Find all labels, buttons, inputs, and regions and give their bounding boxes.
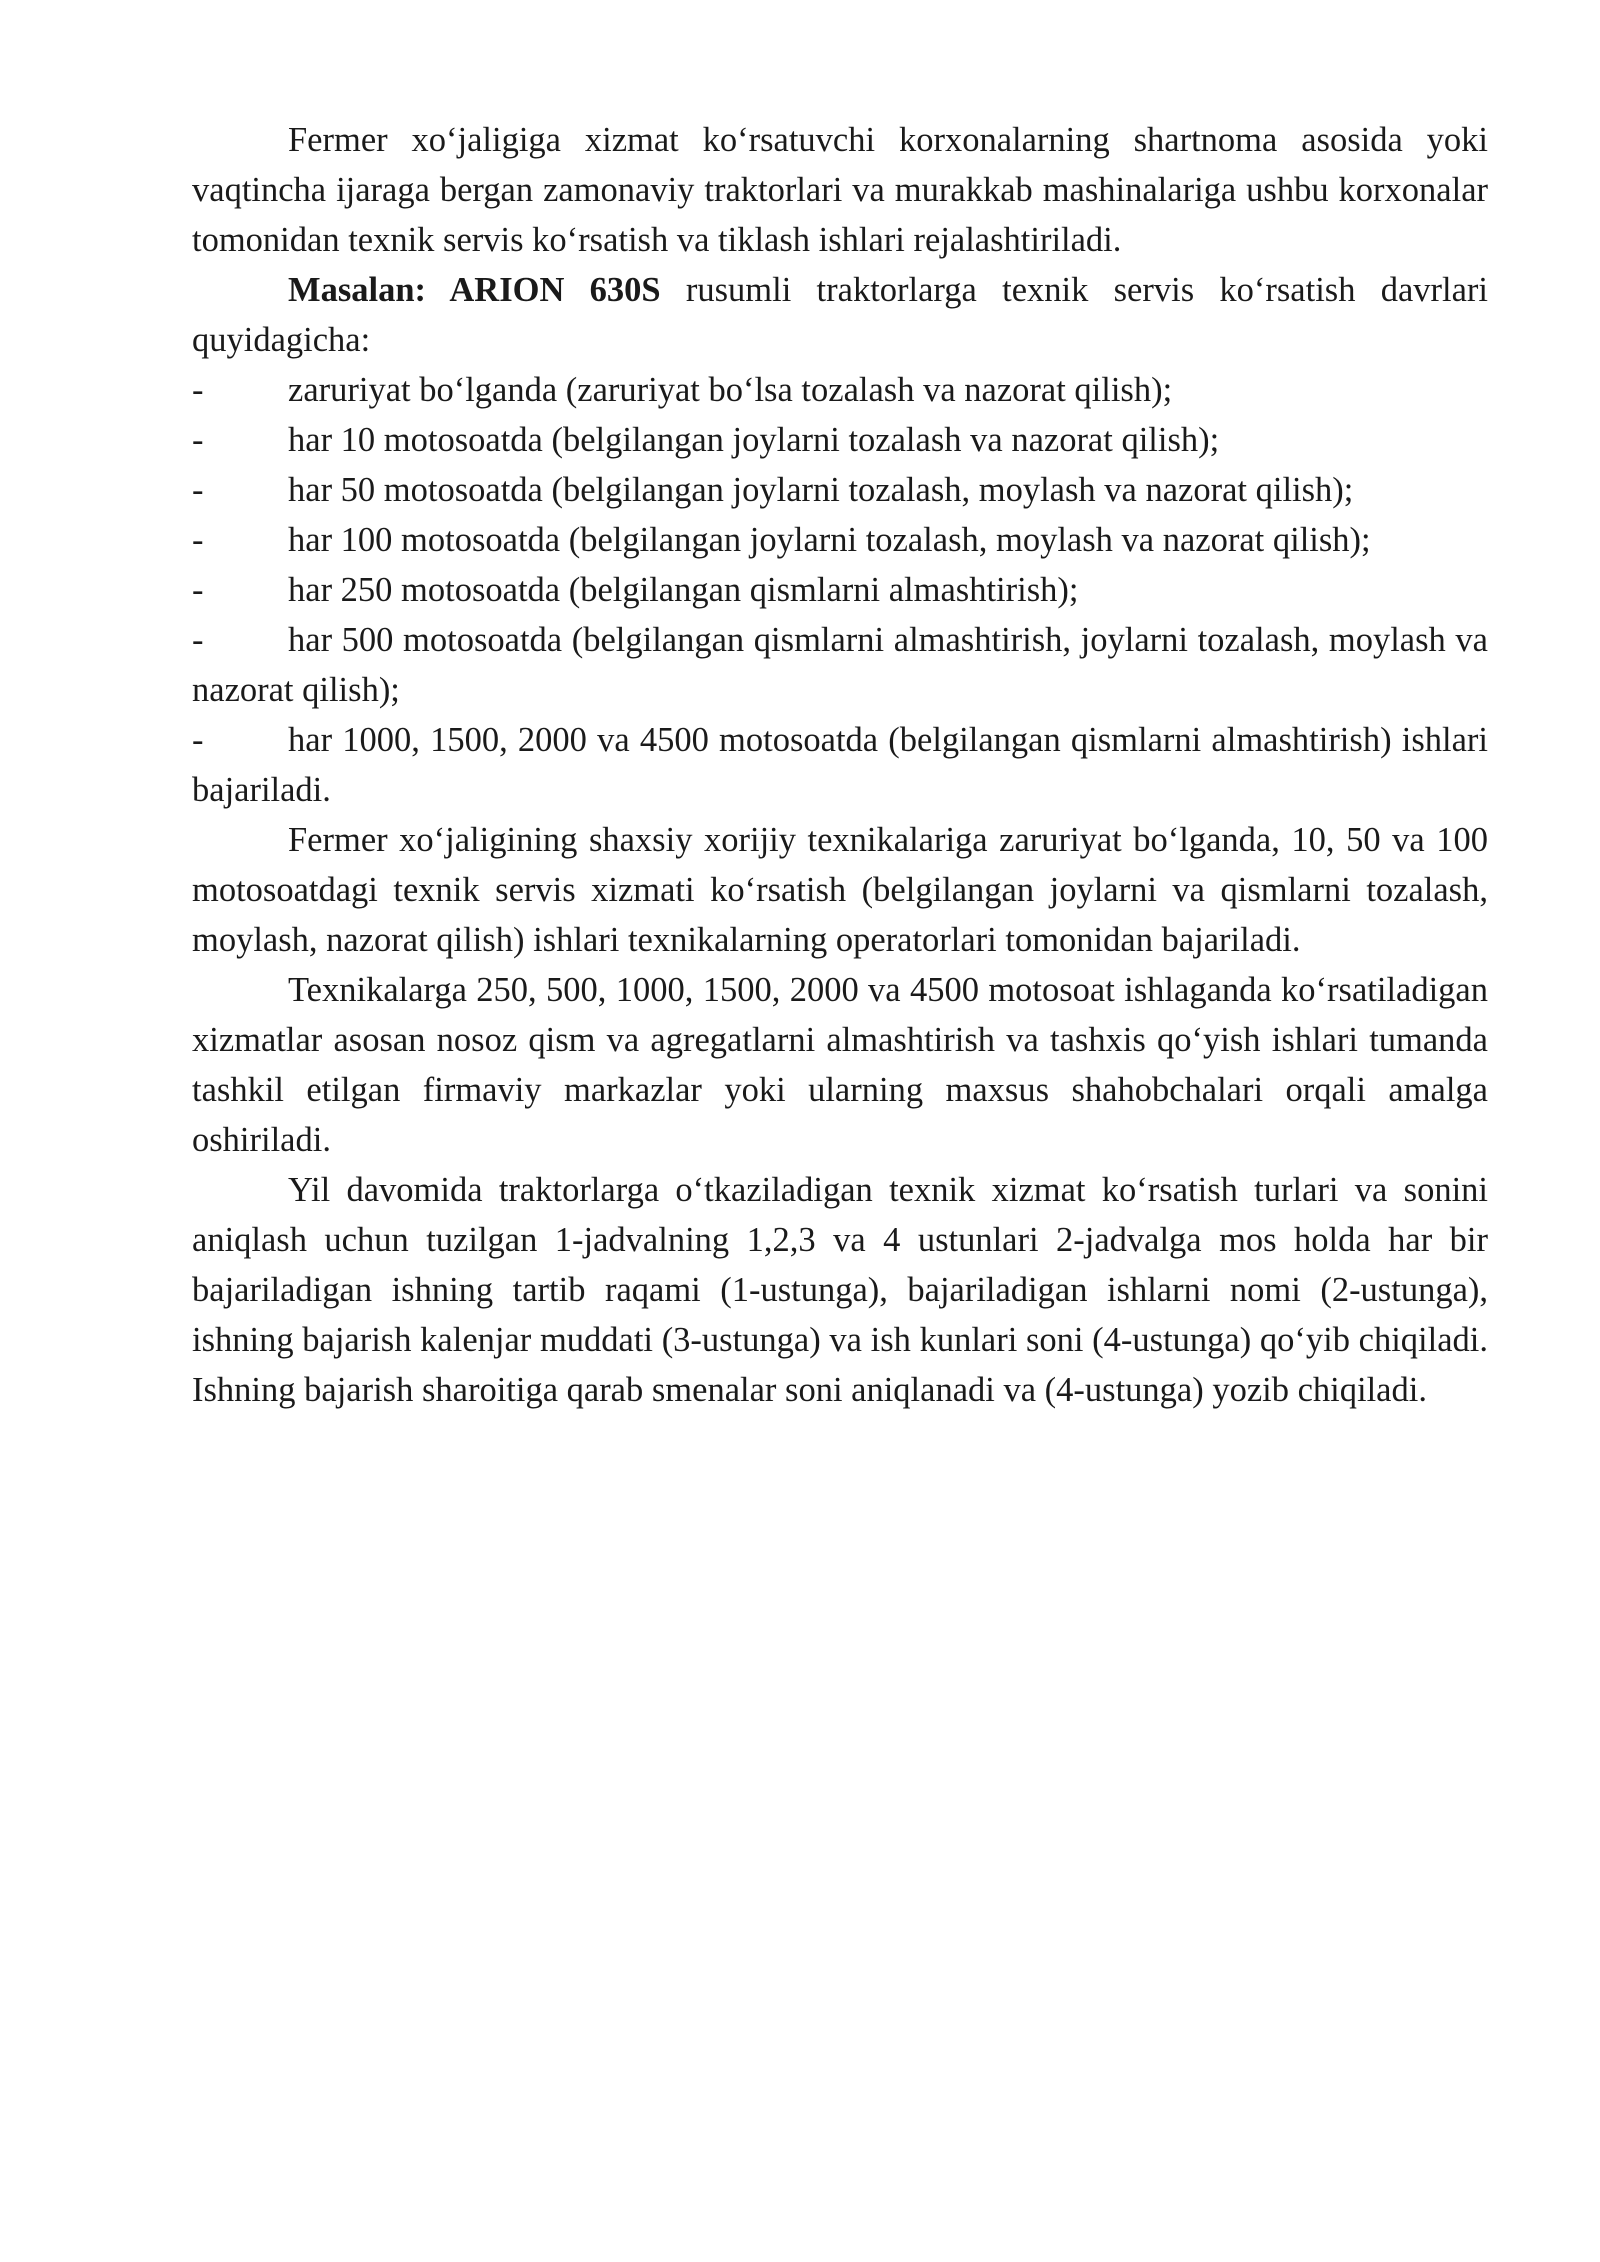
list-item <box>192 465 1488 515</box>
paragraph-service-centers <box>192 965 1488 1165</box>
service-interval-list <box>192 365 1488 815</box>
list-item <box>192 615 1488 715</box>
list-item-text: zaruriyat bo‘lganda (zaruriyat bo‘lsa tozalash va nazorat qilish); <box>288 371 1173 409</box>
list-item-text: har 500 motosoatda (belgilangan qismlarni almashtirish, joylarni tozalash, moylash va nazorat qilish); <box>192 621 1488 709</box>
paragraph-text: Texnikalarga 250, 500, 1000, 1500, 2000 va 4500 motosoat ishlaganda ko‘rsatiladigan xizmatlar asosan nosoz qism va agregatlarni almashtirish va tashxis qo‘yish ishlari tumanda tashkil etilgan firmaviy markazlar yoki ularning maxsus shahobchalari orqali amalga oshiriladi. <box>192 971 1488 1159</box>
list-item-text: har 10 motosoatda (belgilangan joylarni tozalash va nazorat qilish); <box>288 421 1220 459</box>
dash-marker: - <box>192 621 204 659</box>
document-body <box>192 115 1488 1415</box>
dash-marker: - <box>192 521 204 559</box>
paragraph-text: Fermer xo‘jaligining shaxsiy xorijiy texnikalariga zaruriyat bo‘lganda, 10, 50 va 100 motosoatdagi texnik servis xizmati ko‘rsatish (belgilangan joylarni va qismlarni tozalash, moylash, nazorat qilish) ishlari texnikalarning operatorlari tomonidan bajariladi. <box>192 821 1488 959</box>
list-item <box>192 415 1488 465</box>
list-item <box>192 515 1488 565</box>
dash-marker: - <box>192 571 204 609</box>
paragraph-text: rusumli traktorlarga texnik servis ko‘rsatish davrlari quyidagicha: <box>192 271 1488 359</box>
list-item-text: har 50 motosoatda (belgilangan joylarni tozalash, moylash va nazorat qilish); <box>288 471 1354 509</box>
paragraph-text: Yil davomida traktorlarga o‘tkaziladigan texnik xizmat ko‘rsatish turlari va sonini aniqlash uchun tuzilgan 1-jadvalning 1,2,3 va 4 ustunlari 2-jadvalga mos holda har bir bajariladigan ishning tartib raqami (1-ustunga), bajariladigan ishlarni nomi (2-ustunga), ishning bajarish kalenjar muddati (3-ustunga) va ish kunlari soni (4-ustunga) qo‘yib chiqiladi. Ishning bajarish sharoitiga qarab smenalar soni aniqlanadi va (4-ustunga) yozib chiqiladi. <box>192 1171 1488 1409</box>
paragraph-table-instructions <box>192 1165 1488 1415</box>
dash-marker: - <box>192 421 204 459</box>
dash-marker: - <box>192 721 204 759</box>
list-item <box>192 365 1488 415</box>
dash-marker: - <box>192 371 204 409</box>
list-item-text: har 1000, 1500, 2000 va 4500 motosoatda (belgilangan qismlarni almashtirish) ishlari bajariladi. <box>192 721 1488 809</box>
list-item-text: har 100 motosoatda (belgilangan joylarni tozalash, moylash va nazorat qilish); <box>288 521 1371 559</box>
paragraph-service-planning <box>192 115 1488 265</box>
list-item <box>192 565 1488 615</box>
paragraph-operator-service <box>192 815 1488 965</box>
paragraph-example-intro <box>192 265 1488 365</box>
list-item-text: har 250 motosoatda (belgilangan qismlarni almashtirish); <box>288 571 1079 609</box>
example-label: Masalan: ARION 630S <box>288 271 661 309</box>
dash-marker: - <box>192 471 204 509</box>
list-item <box>192 715 1488 815</box>
paragraph-text: Fermer xo‘jaligiga xizmat ko‘rsatuvchi korxonalarning shartnoma asosida yoki vaqtincha ijaraga bergan zamonaviy traktorlari va murakkab mashinalariga ushbu korxonalar tomonidan texnik servis ko‘rsatish va tiklash ishlari rejalashtiriladi. <box>192 121 1488 259</box>
